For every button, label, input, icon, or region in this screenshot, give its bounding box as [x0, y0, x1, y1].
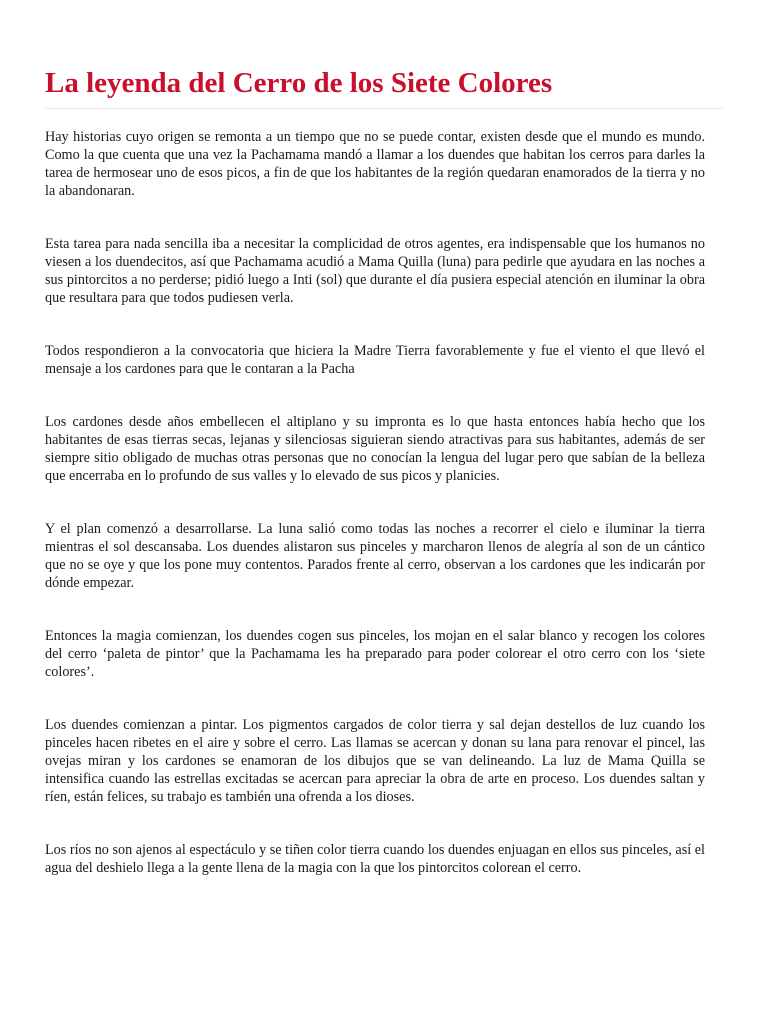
paragraph-2: Esta tarea para nada sencilla iba a necesitar la complicidad de otros agentes, era indispensable que los humanos no viesen a los duendecitos, así que Pachamama acudió a Mama Quilla (luna) para pedirle que ayudara en las noches a sus pintorcitos a no perderse; pidió luego a Inti (sol) que durante el día pusiera especial atención en iluminar la obra que resultara para que todos pudiesen verla.	[45, 236, 705, 306]
document-title: La leyenda del Cerro de los Siete Colores	[45, 67, 553, 99]
paragraph-1: Hay historias cuyo origen se remonta a un tiempo que no se puede contar, existen desde que el mundo es mundo. Como la que cuenta que una vez la Pachamama mandó a llamar a los duendes que habitan los cerros para darles la tarea de hermosear uno de esos picos, a fin de que los habitantes de la región quedaran enamorados de la tierra y no la abandonaran.	[45, 129, 705, 199]
paragraph-3: Todos respondieron a la convocatoria que hiciera la Madre Tierra favorablemente y fue el viento el que llevó el mensaje a los cardones para que le contaran a la Pacha	[45, 343, 705, 377]
paragraph-8: Los ríos no son ajenos al espectáculo y se tiñen color tierra cuando los duendes enjuagan en ellos sus pinceles, así el agua del deshielo llega a la gente llena de la magia con la que los pintorcitos colorean el cerro.	[45, 842, 705, 876]
paragraph-5: Y el plan comenzó a desarrollarse. La luna salió como todas las noches a recorrer el cielo e iluminar la tierra mientras el sol descansaba. Los duendes alistaron sus pinceles y marcharon llenos de alegría al son de un cántico que no se oye y que los pone muy contentos. Parados frente al cerro, observan a los cardones que les indicarán por dónde empezar.	[45, 521, 705, 591]
paragraph-4: Los cardones desde años embellecen el altiplano y su impronta es lo que hasta entonces había hecho que los habitantes de esas tierras secas, lejanas y silenciosas siguieran siendo atractivas para sus habitantes, además de ser siempre sitio obligado de muchas otras personas que no conocían la lengua del lugar pero que sabían de la belleza que encerraba en lo profundo de sus valles y lo elevado de sus picos y planicies.	[45, 414, 705, 484]
document-page	[45, 0, 723, 876]
paragraph-7: Los duendes comienzan a pintar. Los pigmentos cargados de color tierra y sal dejan destellos de luz cuando los pinceles hacen ribetes en el aire y sobre el cerro. Las llamas se acercan y donan su lana para renovar el pincel, las ovejas miran y los cardones se enamoran de los dibujos que se van delineando. La luz de Mama Quilla se intensifica cuando las estrellas excitadas se acercan para apreciar la obra de arte en proceso. Los duendes saltan y ríen, están felices, su trabajo es también una ofrenda a los dioses.	[45, 717, 705, 805]
title-divider	[45, 108, 723, 109]
paragraph-6: Entonces la magia comienzan, los duendes cogen sus pinceles, los mojan en el salar blanco y recogen los colores del cerro ‘paleta de pintor’ que la Pachamama les ha preparado para poder colorear el otro cerro con los ‘siete colores’.	[45, 628, 705, 680]
